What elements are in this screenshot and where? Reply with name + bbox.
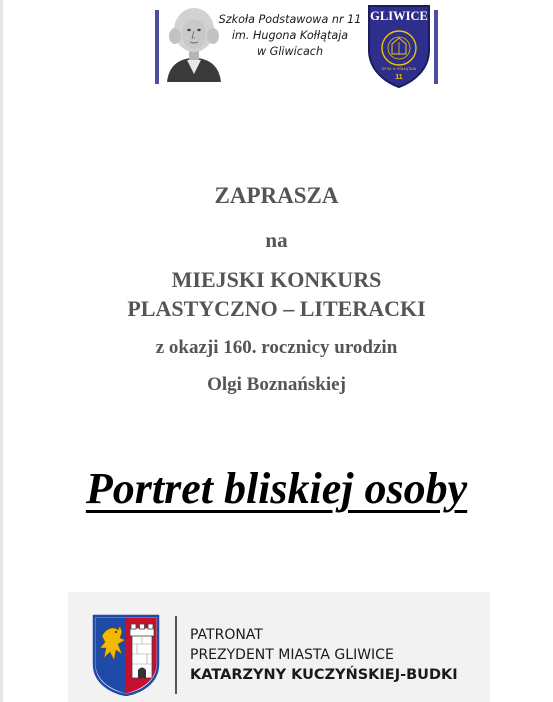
- crest-ring-text: SP IM. H. KOŁŁĄTAJA: [381, 67, 417, 71]
- header-bar-left: [155, 10, 159, 84]
- patronage-box: [68, 592, 490, 702]
- preposition-line: na: [265, 228, 288, 252]
- artist-name: Olgi Boznańskiej: [207, 374, 346, 395]
- city-coat-of-arms: [92, 614, 160, 696]
- patronage-text: [190, 625, 458, 685]
- contest-title-text: Portret bliskiej osoby: [85, 464, 468, 513]
- contest-title: [0, 463, 553, 514]
- patronage-line3: KATARZYNY KUCZYŃSKIEJ-BUDKI: [190, 667, 458, 683]
- school-name-line1: Szkoła Podstawowa nr 11: [218, 13, 362, 26]
- patronage-line2: PREZYDENT MIASTA GLIWICE: [190, 647, 394, 663]
- crest-number-text: 11: [395, 74, 403, 81]
- contest-name-line2: PLASTYCZNO – LITERACKI: [127, 296, 426, 321]
- occasion-line: z okazji 160. rocznicy urodzin: [155, 337, 398, 358]
- patronage-divider: [175, 616, 177, 694]
- patronage-line1: PATRONAT: [190, 627, 263, 643]
- invites-heading: ZAPRASZA: [214, 183, 339, 208]
- school-name-line2: im. Hugona Kołłątaja: [231, 29, 349, 42]
- school-name-line3: w Gliwicach: [256, 45, 324, 58]
- crest-city-text: GLIWICE: [370, 9, 428, 23]
- school-crest: [365, 4, 433, 88]
- school-header: [155, 2, 438, 86]
- contest-name-line1: MIEJSKI KONKURS: [171, 267, 382, 292]
- school-name: [211, 12, 369, 60]
- header-bar-right: [434, 10, 438, 84]
